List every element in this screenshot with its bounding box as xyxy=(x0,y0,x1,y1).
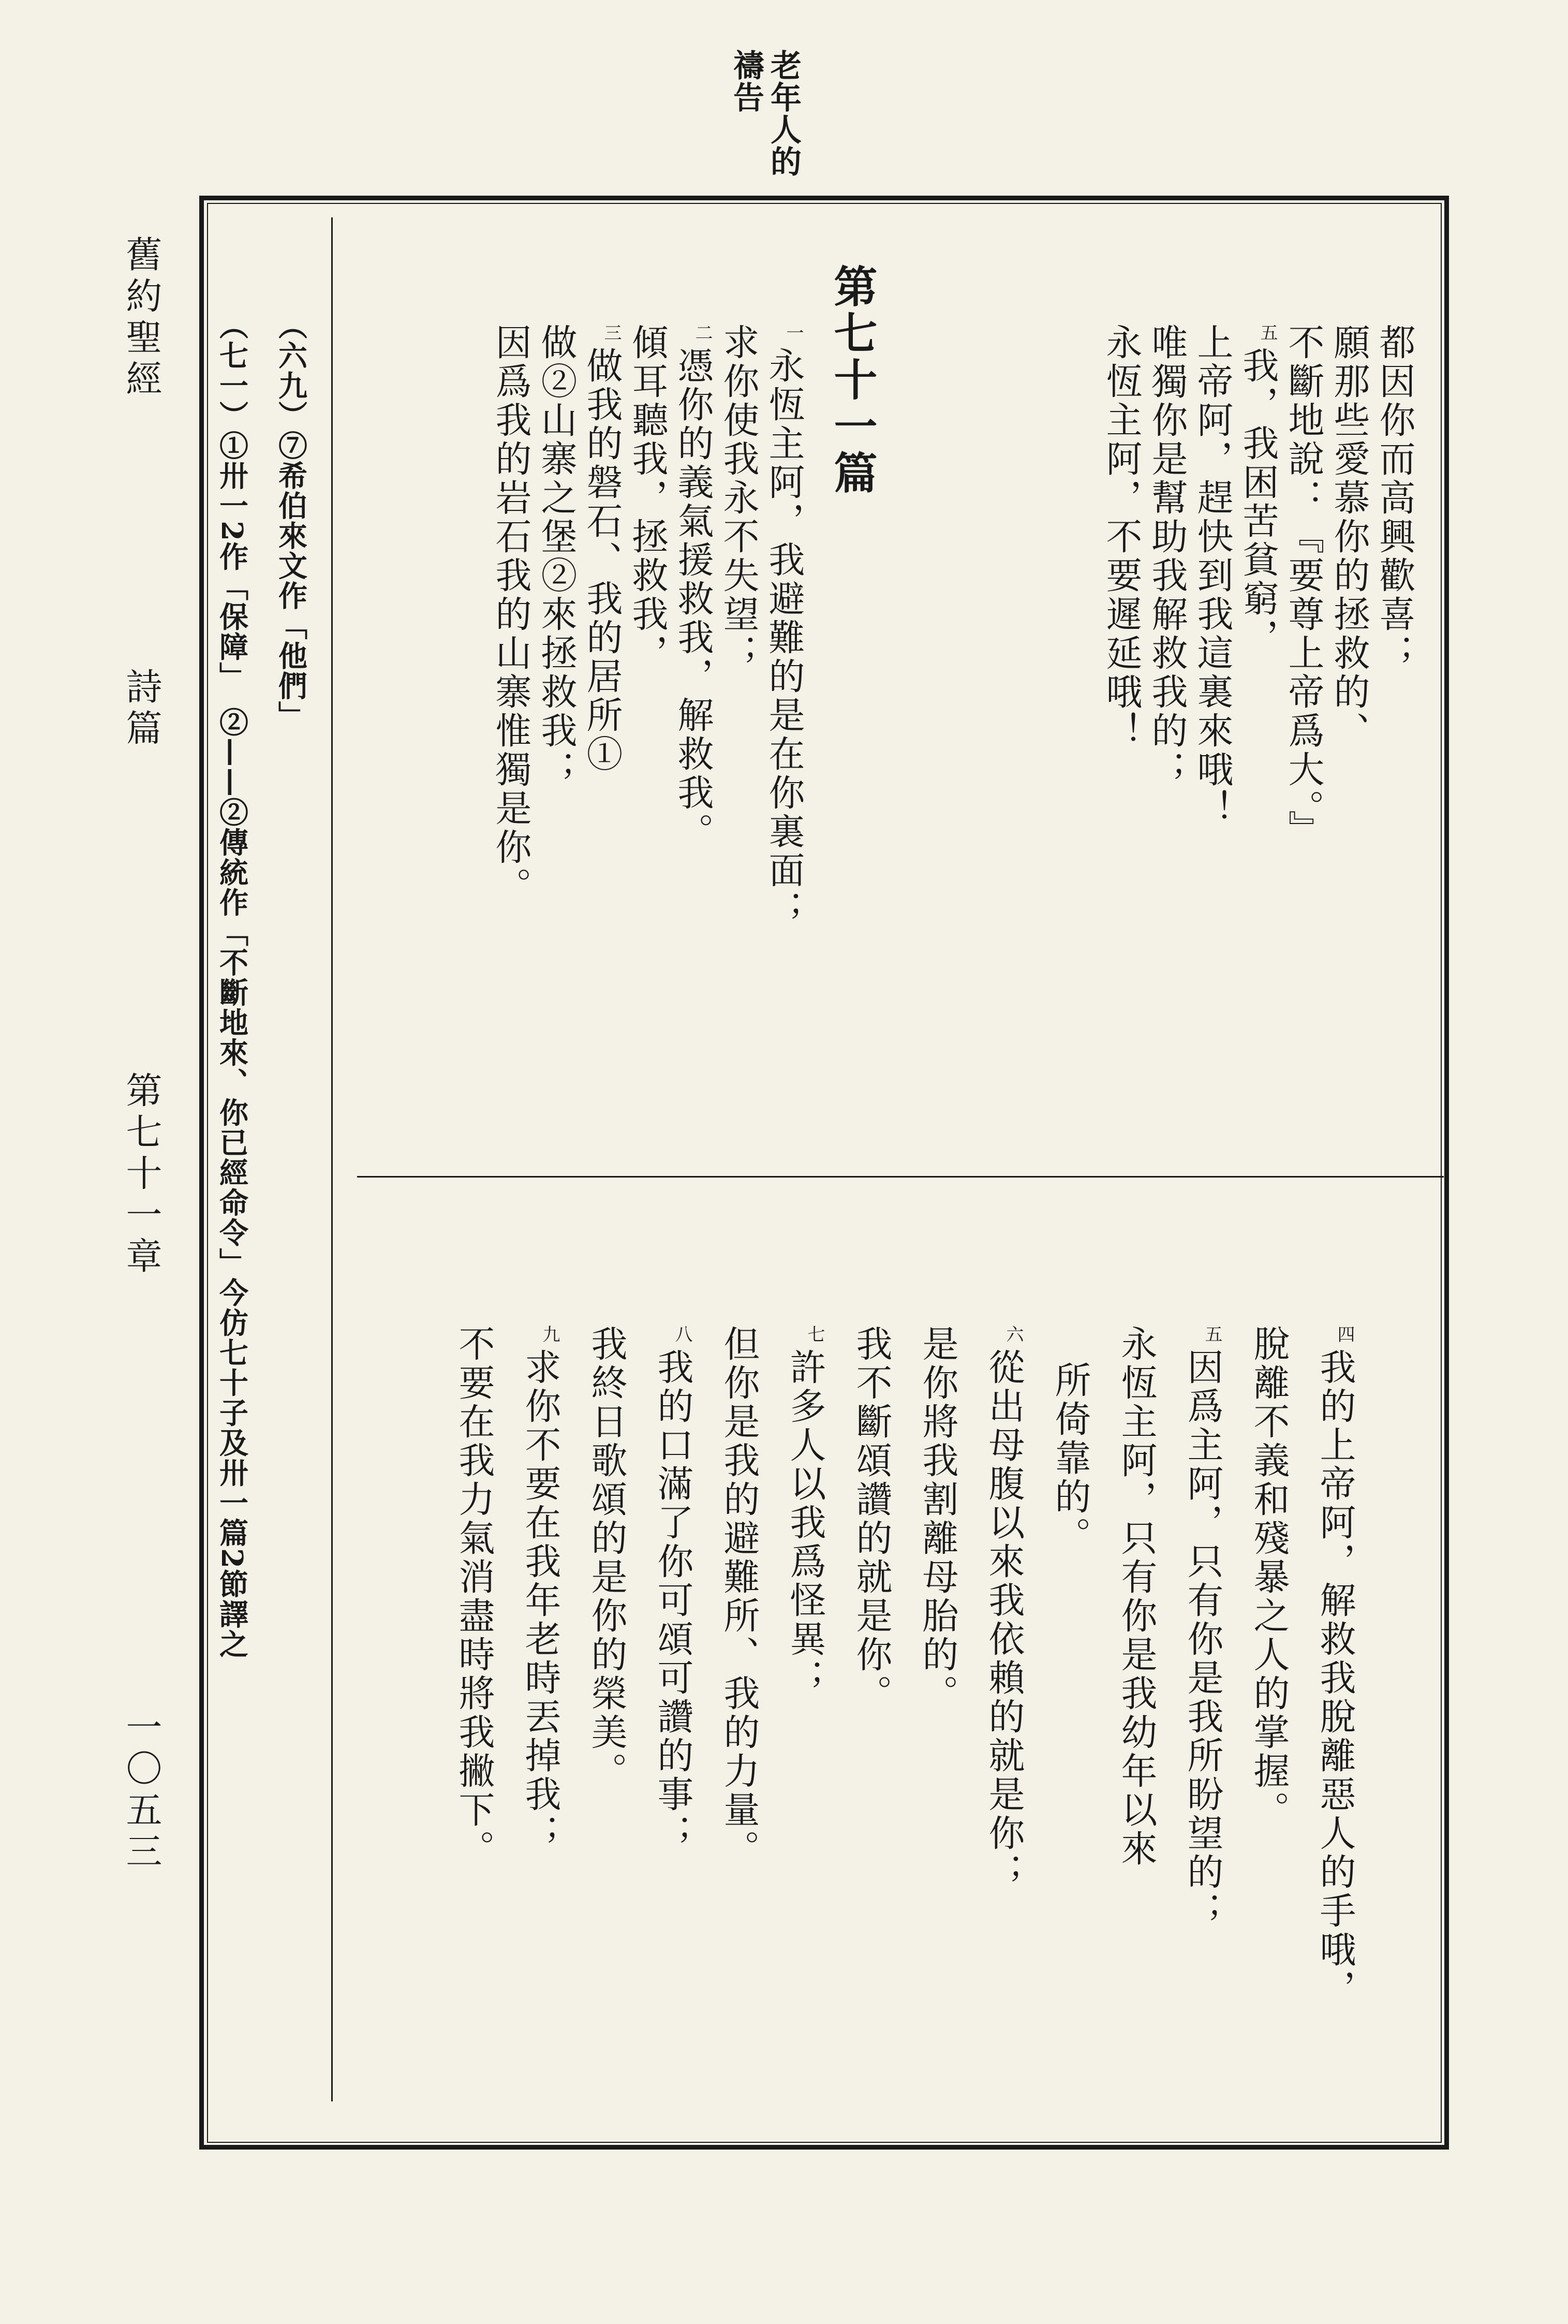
verse-line xyxy=(1282,323,1325,849)
verse-line xyxy=(1248,1325,1290,1830)
verse-line xyxy=(718,1325,760,1869)
verse-line xyxy=(581,323,623,774)
verse-line xyxy=(1237,323,1279,657)
verse-line xyxy=(535,323,578,789)
verse-text: 因爲我的岩石我的山寨惟獨是你。 xyxy=(490,323,532,906)
verse-line xyxy=(672,323,714,851)
verse-number: 六 xyxy=(1003,1325,1024,1345)
book-title: 舊約聖經 xyxy=(120,236,162,401)
verse-text: 做②山寨之堡②來拯救我； xyxy=(535,323,578,789)
verse-line xyxy=(916,1325,959,1713)
verse-text: 唯獨你是幫助我解救我的； xyxy=(1146,323,1188,789)
verse-number: 八 xyxy=(672,1325,692,1345)
verse-line xyxy=(1314,1325,1356,2008)
running-head-line2: 禱告 xyxy=(728,49,764,113)
verse-number: 二 xyxy=(692,323,713,344)
verse-line xyxy=(1100,323,1143,751)
verse-line xyxy=(1115,1325,1158,1869)
verse-text: 都因你而高興歡喜； xyxy=(1373,323,1416,673)
verse-line xyxy=(1181,1325,1224,1931)
verse-line xyxy=(850,1325,893,1713)
verse-line xyxy=(763,323,805,929)
verse-text: 永恆主阿，不要遲延哦！ xyxy=(1100,323,1143,751)
section-title: 詩篇 xyxy=(120,668,162,751)
footnote-71: （七一）①卅一2作「保障」 ②——②傳統作「不斷地來、你已經命令」今仿七十子及卅一篇2節譯之 xyxy=(215,311,249,1659)
verse-number: 七 xyxy=(804,1325,825,1345)
verse-number: 四 xyxy=(1334,1325,1355,1345)
verse-text: 永恆主阿，我避難的是在你裏面； xyxy=(763,347,805,929)
verse-text: 不要在我力氣消盡時將我撇下。 xyxy=(453,1325,495,1869)
verse-text: 我終日歌頌的是你的榮美。 xyxy=(585,1325,628,1791)
verse-line xyxy=(1328,323,1370,751)
verse-text: 我，我困苦貧窮， xyxy=(1237,347,1279,657)
verse-number: 三 xyxy=(601,323,622,344)
verse-text: 我的上帝阿，解救我脫離惡人的手哦， xyxy=(1314,1348,1356,2008)
verse-text: 求你使我永不失望； xyxy=(717,323,760,673)
verse-number: 五 xyxy=(1257,323,1278,344)
verse-text: 傾耳聽我，拯救我， xyxy=(626,323,669,673)
verse-text: 永恆主阿，只有你是我幼年以來 xyxy=(1115,1325,1158,1869)
verse-text: 因爲主阿，只有你是我所盼望的； xyxy=(1181,1348,1224,1931)
horizontal-divider xyxy=(357,1176,1444,1178)
verse-line xyxy=(519,1325,561,1853)
verse-line xyxy=(1049,1325,1091,1555)
verse-line xyxy=(453,1325,495,1869)
psalm-title: 第七十一篇 xyxy=(827,264,878,497)
verse-text: 我的口滿了你可頌可讚的事； xyxy=(652,1348,694,1853)
footnote-69: （六九）⑦希伯來文作「他們」 xyxy=(274,311,308,731)
verse-text: 憑你的義氣援救我，解救我。 xyxy=(672,347,714,851)
verse-text: 許多人以我爲怪異； xyxy=(784,1348,826,1698)
verse-line xyxy=(490,323,532,906)
verse-text: 脫離不義和殘暴之人的掌握。 xyxy=(1248,1325,1290,1830)
verse-line xyxy=(652,1325,694,1853)
verse-text: 願那些愛慕你的拯救的、 xyxy=(1328,323,1370,751)
footnote-divider xyxy=(331,217,333,2101)
verse-text: 做我的磐石、我的居所① xyxy=(581,347,623,774)
verse-text: 但你是我的避難所、我的力量。 xyxy=(718,1325,760,1869)
verse-text: 從出母腹以來我依賴的就是你； xyxy=(983,1348,1025,1892)
verse-line xyxy=(1191,323,1234,828)
verse-text: 不斷地說：『要尊上帝爲大。』 xyxy=(1282,323,1325,849)
verse-line xyxy=(1373,323,1416,673)
verse-number: 五 xyxy=(1202,1325,1222,1345)
verse-text: 是你將我割離母胎的。 xyxy=(916,1325,959,1713)
verse-line xyxy=(784,1325,826,1698)
verse-line xyxy=(983,1325,1025,1892)
verse-line xyxy=(626,323,669,673)
verse-text: 我不斷頌讚的就是你。 xyxy=(850,1325,893,1713)
verse-text: 求你不要在我年老時丟掉我； xyxy=(519,1348,561,1853)
verse-line xyxy=(585,1325,628,1791)
running-head-line1: 老年人的 xyxy=(765,49,802,178)
verse-text: 上帝阿，趕快到我這裏來哦！ xyxy=(1191,323,1234,828)
page-number: 一〇五三 xyxy=(120,1708,162,1874)
verse-number: 一 xyxy=(783,323,804,344)
verse-number: 九 xyxy=(539,1325,560,1345)
chapter-label: 第七十一章 xyxy=(120,1071,162,1278)
verse-line xyxy=(717,323,760,673)
verse-text: 所倚靠的。 xyxy=(1049,1361,1091,1555)
verse-line xyxy=(1146,323,1188,789)
